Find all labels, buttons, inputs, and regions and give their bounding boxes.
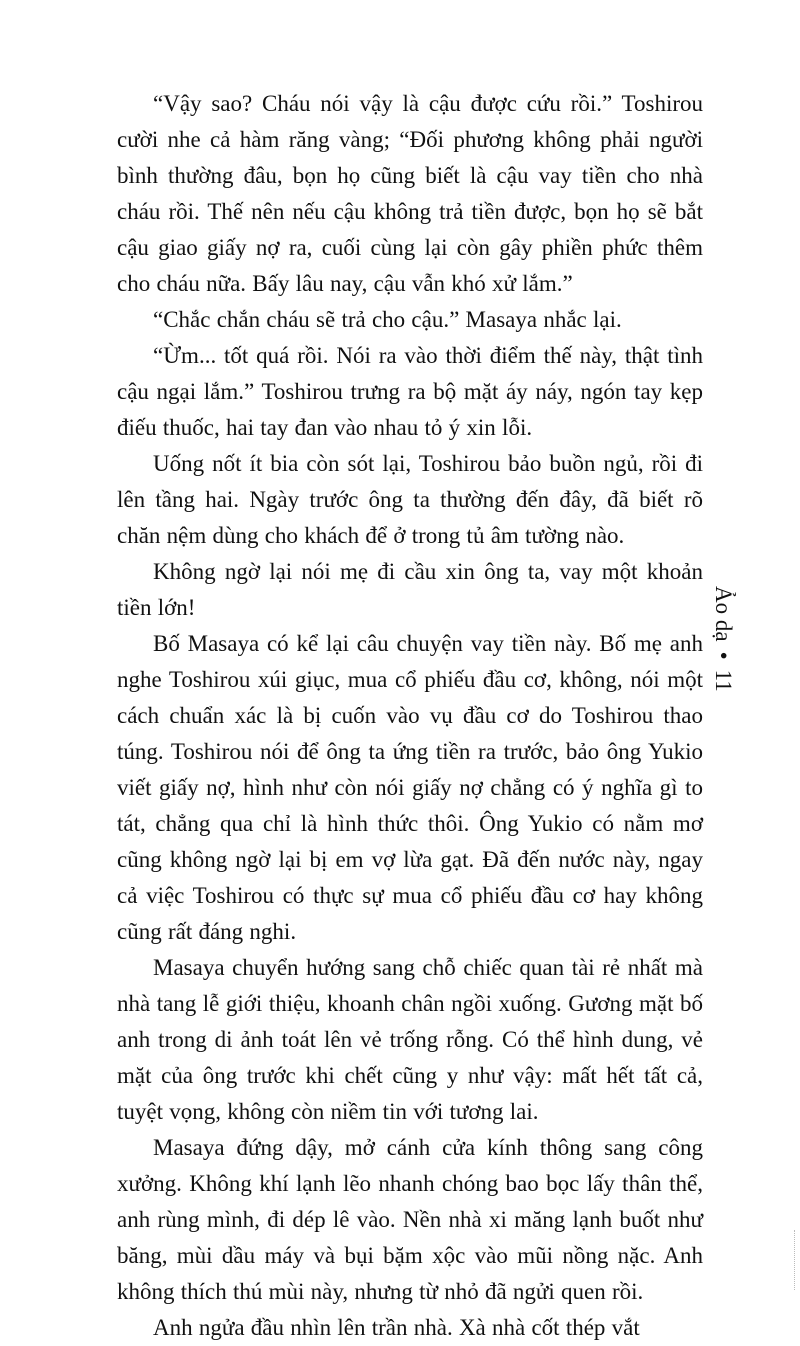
- page-edge-mark: [794, 1230, 796, 1290]
- page-body: [117, 86, 703, 1346]
- separator-dot: •: [711, 651, 736, 660]
- paragraph: “Chắc chắn cháu sẽ trả cho cậu.” Masaya nhắc lại.: [153, 307, 622, 332]
- paragraph: Masaya chuyển hướng sang chỗ chiếc quan tài rẻ nhất mà nhà tang lễ giới thiệu, khoanh chân ngồi xuống. Gương mặt bố anh trong di ảnh toát lên vẻ trống rỗng. Có thể hình dung, vẻ mặt của ông trước khi chết cũng y như vậy: mất hết tất cả, tuyệt vọng, không còn niềm tin với tương lai.: [117, 955, 703, 1124]
- paragraph: Anh ngửa đầu nhìn lên trần nhà. Xà nhà cốt thép vắt: [153, 1315, 640, 1340]
- paragraph: Bố Masaya có kể lại câu chuyện vay tiền này. Bố mẹ anh nghe Toshirou xúi giục, mua cổ phiếu đầu cơ, không, nói một cách chuẩn xác là bị cuốn vào vụ đầu cơ do Toshirou thao túng. Toshirou nói để ông ta ứng tiền ra trước, bảo ông Yukio viết giấy nợ, hình như còn nói giấy nợ chẳng có ý nghĩa gì to tát, chẳng qua chỉ là hình thức thôi. Ông Yukio có nằm mơ cũng không ngờ lại bị em vợ lừa gạt. Đã đến nước này, ngay cả việc Toshirou có thực sự mua cổ phiếu đầu cơ hay không cũng rất đáng nghi.: [117, 631, 703, 944]
- paragraph: Uống nốt ít bia còn sót lại, Toshirou bảo buồn ngủ, rồi đi lên tầng hai. Ngày trước ông ta thường đến đây, đã biết rõ chăn nệm dùng cho khách để ở trong tủ âm tường nào.: [117, 451, 703, 548]
- paragraph: Không ngờ lại nói mẹ đi cầu xin ông ta, vay một khoản tiền lớn!: [117, 559, 703, 620]
- paragraph: “Vậy sao? Cháu nói vậy là cậu được cứu rồi.” Toshirou cười nhe cả hàm răng vàng; “Đối phương không phải người bình thường đâu, bọn họ cũng biết là cậu vay tiền cho nhà cháu rồi. Thế nên nếu cậu không trả tiền được, bọn họ sẽ bắt cậu giao giấy nợ ra, cuối cùng lại còn gây phiền phức thêm cho cháu nữa. Bấy lâu nay, cậu vẫn khó xử lắm.”: [117, 91, 703, 296]
- page-number: 11: [711, 669, 736, 692]
- paragraph: “Ừm... tốt quá rồi. Nói ra vào thời điểm thế này, thật tình cậu ngại lắm.” Toshirou trưng ra bộ mặt áy náy, ngón tay kẹp điếu thuốc, hai tay đan vào nhau tỏ ý xin lỗi.: [117, 343, 703, 440]
- running-head: [708, 586, 738, 756]
- book-title: Ảo dạ: [711, 586, 736, 642]
- paragraph: Masaya đứng dậy, mở cánh cửa kính thông sang công xưởng. Không khí lạnh lẽo nhanh chóng bao bọc lấy thân thể, anh rùng mình, đi dép lê vào. Nền nhà xi măng lạnh buốt như băng, mùi dầu máy và bụi bặm xộc vào mũi nồng nặc. Anh không thích thú mùi này, nhưng từ nhỏ đã ngửi quen rồi.: [117, 1135, 703, 1304]
